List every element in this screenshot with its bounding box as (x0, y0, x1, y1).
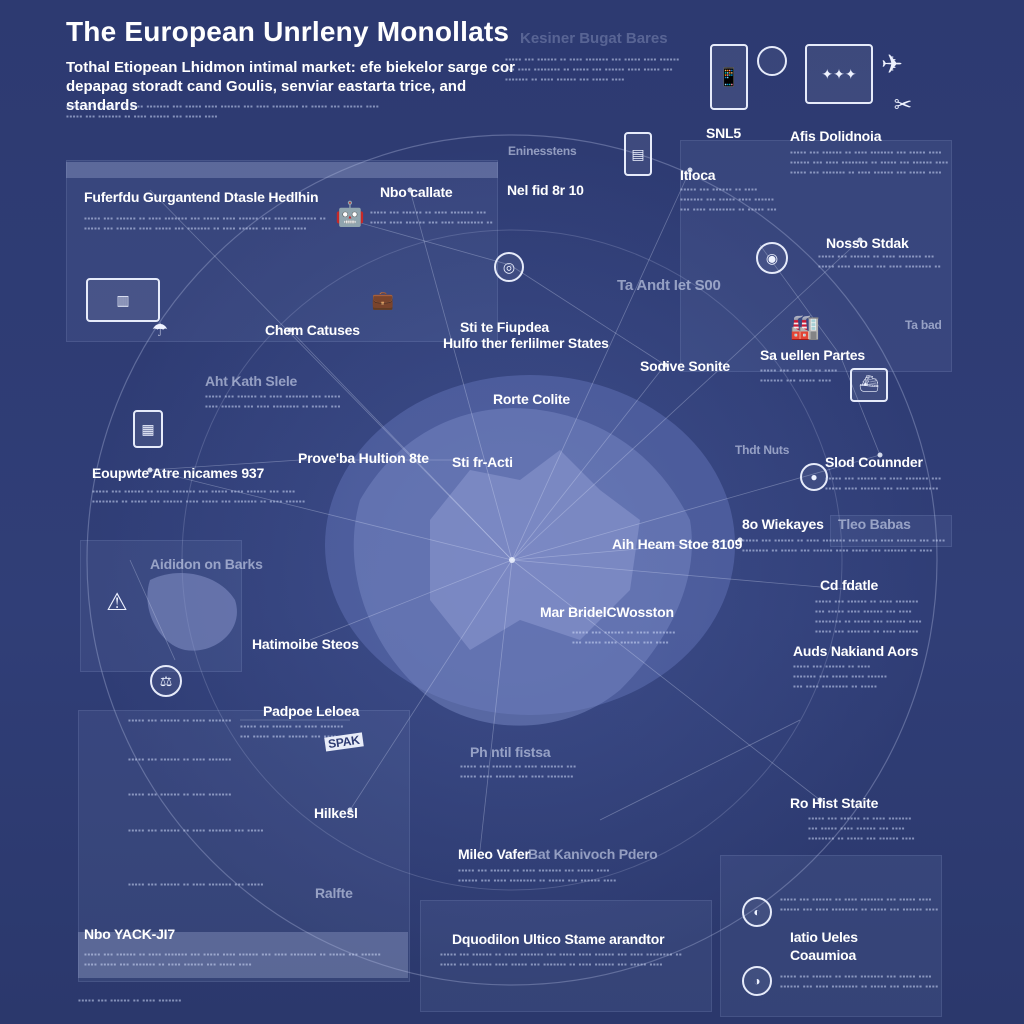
label-afis-dolidnoia: Afis Dolidnoia (790, 128, 882, 144)
eu-flag-icon: ✦✦✦ (805, 44, 873, 104)
text-nbo-vacr (84, 950, 384, 972)
person-icon: ☂ (151, 320, 169, 340)
text-cd-fdatle (815, 597, 925, 633)
text-mar-bridel (572, 628, 682, 650)
text-dquodilon (440, 950, 700, 980)
tool-icon: ✂ (893, 92, 913, 117)
page-title: The European Unrleny Monollats (66, 16, 510, 47)
text-latio (780, 895, 940, 917)
label-padpoe-leloea: Padpoe Leloea (263, 703, 360, 719)
page-subtitle: Tothal Etiopean Lhidmon intimal market: efe biekelor sarge cor depapag storadt cand Goulis, senviar eastarta trice, and standards (66, 59, 515, 114)
text-bottom-left-1 (128, 716, 233, 728)
label-nel-fi: Nel fid 8r 10 (507, 182, 584, 198)
label-spak: SPAK (324, 732, 363, 751)
text-auds-nakiand (793, 662, 888, 692)
chart-icon: ▥ (86, 278, 160, 322)
camera-icon: ● (800, 463, 828, 491)
text-bottom-left-3 (128, 790, 233, 802)
text-ro-hist (808, 814, 918, 844)
label-nbo-vacr: Nbo YACK-JI7 (84, 926, 175, 942)
ring-icon (757, 46, 787, 76)
text-afis (790, 148, 950, 176)
bg-bar-top (66, 162, 498, 178)
text-bo-wiekayes (742, 536, 947, 558)
text-nbo-callate (370, 208, 500, 230)
label-tleo-babas: Tleo Babas (838, 516, 911, 532)
label-ah-heam: Aih Heam Stoe 8109 (612, 536, 743, 552)
header-right-text (505, 55, 690, 103)
label-proveba-hulton: Prove'ba Hultion 8te (298, 450, 429, 466)
document-icon: ▤ (624, 132, 652, 176)
label-chem-catuses: Chem Catuses (265, 322, 360, 338)
label-mileo-vafer: Mileo Vafer (458, 846, 530, 862)
text-slod-counnder (825, 474, 945, 496)
label-snl: SNL5 (706, 125, 741, 141)
bottom-right-icon-2: ◑ (742, 966, 772, 996)
label-rorte-colite: Rorte Colite (493, 391, 570, 407)
factory-icon: 🏭 (790, 314, 820, 341)
ghost-heading: Kesiner Bugat Bares (520, 30, 668, 47)
robot-icon: 🤖 (335, 201, 365, 228)
label-hulfo-states: Hulfo ther ferlilmer States (443, 335, 609, 351)
phone-icon: 📱 (710, 44, 748, 110)
text-su-uellen (760, 366, 850, 386)
label-ro-hist: Ro Hist Staite (790, 795, 879, 811)
target-icon: ◉ (756, 242, 788, 274)
label-bat-kanivoch: Bat Kanivoch Pdero (528, 846, 658, 862)
label-thdt-nuts: Thdt Nuts (735, 443, 790, 457)
tractor-icon: ▦ (133, 410, 163, 448)
label-auds-nakiand: Auds Nakiand Aors (793, 643, 919, 659)
label-sti-fiupdea: Sti te Fiupdea (460, 319, 549, 335)
text-nosso-stdak (818, 252, 948, 274)
label-sti-fr-acti: Sti fr-Acti (452, 454, 513, 470)
warning-icon: ⚠ (106, 589, 128, 616)
label-dquodilon: Dquodilon Ultico Stame arandtor (452, 931, 665, 947)
text-bottom-left-4 (128, 826, 278, 838)
label-ta-andt: Ta Andt Iet S00 (617, 277, 721, 294)
label-slod-counnder: Slod Counnder (825, 454, 923, 470)
ship-icon: ⛴ (850, 368, 888, 402)
text-coaumioa (780, 972, 940, 994)
label-aidlion-barks: Aididon on Barks (150, 556, 263, 572)
label-ph-ntil-fistsa: Ph ntil fistsa (470, 744, 551, 760)
scales-icon: ⚖ (150, 665, 182, 697)
header-description (66, 102, 396, 134)
label-su-uellen: Sa uellen Partes (760, 347, 865, 363)
label-ralfte: Ralfte (315, 885, 353, 901)
text-aht-kath (205, 392, 355, 414)
label-eninesstens: Eninesstens (508, 144, 577, 158)
text-fuferfdu (84, 214, 329, 236)
footer-text (78, 996, 188, 1006)
label-fuferfdu: Fuferfdu Gurgantend Dtasle Hedlhin (84, 189, 319, 205)
label-mar-bridel: Mar BridelCWosston (540, 604, 674, 620)
airplane-icon: ✈ (881, 49, 903, 79)
label-nosso-stdak: Nosso Stdak (826, 235, 909, 251)
globe-icon: ◎ (494, 252, 524, 282)
text-bottom-left-2 (128, 755, 233, 767)
text-europwte (92, 487, 317, 509)
label-hatimoibe: Hatimoibe Steos (252, 636, 359, 652)
text-itioca (680, 185, 780, 215)
label-nbo-callate: Nbo callate (380, 184, 453, 200)
label-coaumioa: Coaumioa (790, 947, 857, 963)
label-sodive-sonite: Sodive Sonite (640, 358, 730, 374)
label-latio-ueles: Iatio Ueles (790, 929, 858, 945)
label-ta-bad: Ta bad (905, 318, 942, 332)
label-europwte: Eoupwte Atre nicames 937 (92, 465, 265, 481)
text-mileo-vafer (458, 866, 618, 888)
label-aht-kath: Aht Kath Slele (205, 373, 298, 389)
text-bottom-left-5 (128, 880, 278, 892)
briefcase-icon: 💼 (371, 290, 395, 310)
bottom-right-icon-1: ◐ (742, 897, 772, 927)
label-cd-fdatle: Cd fdatle (820, 577, 879, 593)
label-bo-wiekayes: 8o Wiekayes (742, 516, 824, 532)
label-itioca: Itioca (680, 167, 716, 183)
text-ph-ntil (460, 762, 580, 784)
label-hilkesl: Hilkesl (314, 805, 358, 821)
